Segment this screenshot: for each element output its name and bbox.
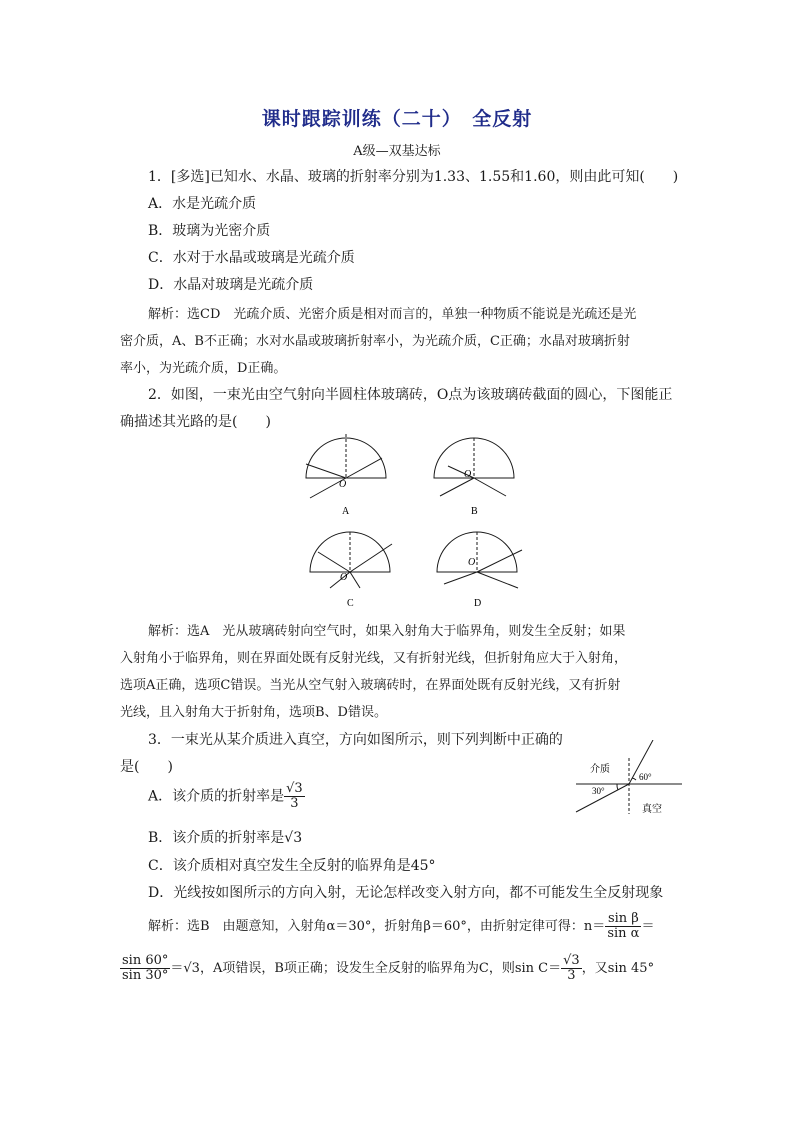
section-subtitle: A级—双基达标 [353, 144, 441, 159]
q2-stem-line: 确描述其光路的是( ) [120, 414, 271, 430]
q3-medium-label: 介质 [590, 764, 610, 775]
diagram-d-label: D [474, 598, 482, 609]
diagram-c-label: C [347, 598, 354, 609]
diagram-b-label: B [471, 506, 478, 517]
q3-fraction-1-numerator: sin β [605, 912, 641, 927]
q3-analysis-line-2 [120, 954, 654, 983]
q1-analysis-line: 解析：选CD 光疏介质、光密介质是相对而言的，单独一种物质不能说是光疏还是光 [148, 307, 637, 322]
q3-fraction-3-numerator: √3 [563, 953, 580, 968]
q3-analysis-text: ，又sin 45° [581, 961, 655, 976]
q1-option-d: D．水晶对玻璃是光疏介质 [148, 277, 314, 293]
q1-option-a: A．水是光疏介质 [148, 196, 257, 212]
q3-analysis-line-1 [148, 912, 654, 941]
q3-option-a-fraction [284, 782, 305, 811]
q3-angle-60-label: 60° [639, 772, 652, 782]
q3-option-b-value: √3 [284, 830, 303, 846]
q1-analysis-line: 率小，为光疏介质，D正确。 [120, 361, 287, 376]
q3-fraction-2-numerator: sin 60° [122, 953, 169, 968]
q3-option-a-text: A．该介质的折射率是 [148, 788, 285, 805]
q3-fraction-3-denominator: 3 [567, 968, 576, 983]
q2-analysis-line: 选项A正确，选项C错误。当光从空气射入玻璃砖时，在界面处既有反射光线，又有折射 [120, 678, 621, 693]
q3-figure [572, 740, 692, 820]
q1-option-b: B．玻璃为光密介质 [148, 223, 271, 239]
q3-option-b-text: B．该介质的折射率是 [148, 830, 285, 846]
q3-fraction-2-denominator: sin 30° [122, 968, 169, 983]
q3-fraction-1-denominator: sin α [607, 926, 640, 941]
q2-analysis-line: 入射角小于临界角，则在界面处既有反射光线，又有折射光线，但折射角应大于入射角， [120, 651, 628, 666]
q2-analysis-line: 光线，且入射角大于折射角，选项B、D错误。 [120, 705, 387, 720]
q3-analysis-fraction-3 [561, 954, 582, 983]
q1-stem: 1．[多选]已知水、水晶、玻璃的折射率分别为1.33、1.55和1.60，则由此可知( ) [148, 169, 679, 185]
q3-stem-line: 3．一束光从某介质进入真空，方向如图所示，则下列判断中正确的 [148, 732, 563, 748]
diagram-b-center-label: O [464, 469, 472, 480]
q1-option-c: C．水对于水晶或玻璃是光疏介质 [148, 250, 355, 266]
q3-analysis-text: 解析：选B 由题意知，入射角α＝30°，折射角β＝60°，由折射定律可得：n＝ [148, 919, 606, 934]
q3-angle-30-label: 30° [592, 786, 605, 796]
q3-option-d: D．光线按如图所示的方向入射，无论怎样改变入射方向，都不可能发生全反射现象 [148, 885, 664, 901]
q1-analysis-line: 密介质，A、B不正确；水对水晶或玻璃折射率小，为光疏介质，C正确；水晶对玻璃折射 [120, 334, 630, 349]
q3-option-a-numerator: √3 [286, 781, 303, 796]
diagram-a-center-label: O [339, 479, 347, 490]
page-title: 课时跟踪训练（二十） 全反射 [261, 108, 533, 130]
diagram-c [310, 532, 392, 588]
diagram-d-center-label: O [468, 557, 476, 568]
q3-equals-sign: ＝ [641, 919, 655, 934]
q2-figure [290, 432, 530, 612]
q3-analysis-fraction-1 [605, 912, 641, 941]
q3-option-a-denominator: 3 [290, 796, 299, 811]
q3-analysis-fraction-2 [120, 954, 170, 983]
q2-stem-line: 2．如图，一束光由空气射向半圆柱体玻璃砖，O点为该玻璃砖截面的圆心，下图能正 [148, 387, 673, 403]
q3-stem-line: 是( ) [120, 759, 173, 775]
q2-analysis-line: 解析：选A 光从玻璃砖射向空气时，如果入射角大于临界角，则发生全反射；如果 [148, 624, 626, 639]
q3-option-c: C．该介质相对真空发生全反射的临界角是45° [148, 858, 436, 874]
q3-vacuum-label: 真空 [642, 804, 662, 815]
q3-analysis-text: ＝√3，A项错误，B项正确；设发生全反射的临界角为C，则sin C＝ [170, 961, 562, 976]
diagram-a-label: A [342, 506, 350, 517]
q3-option-b [148, 827, 302, 847]
diagram-b [434, 438, 514, 496]
diagram-c-center-label: O [340, 572, 348, 583]
diagram-d [437, 532, 522, 588]
q3-option-a [148, 782, 305, 811]
